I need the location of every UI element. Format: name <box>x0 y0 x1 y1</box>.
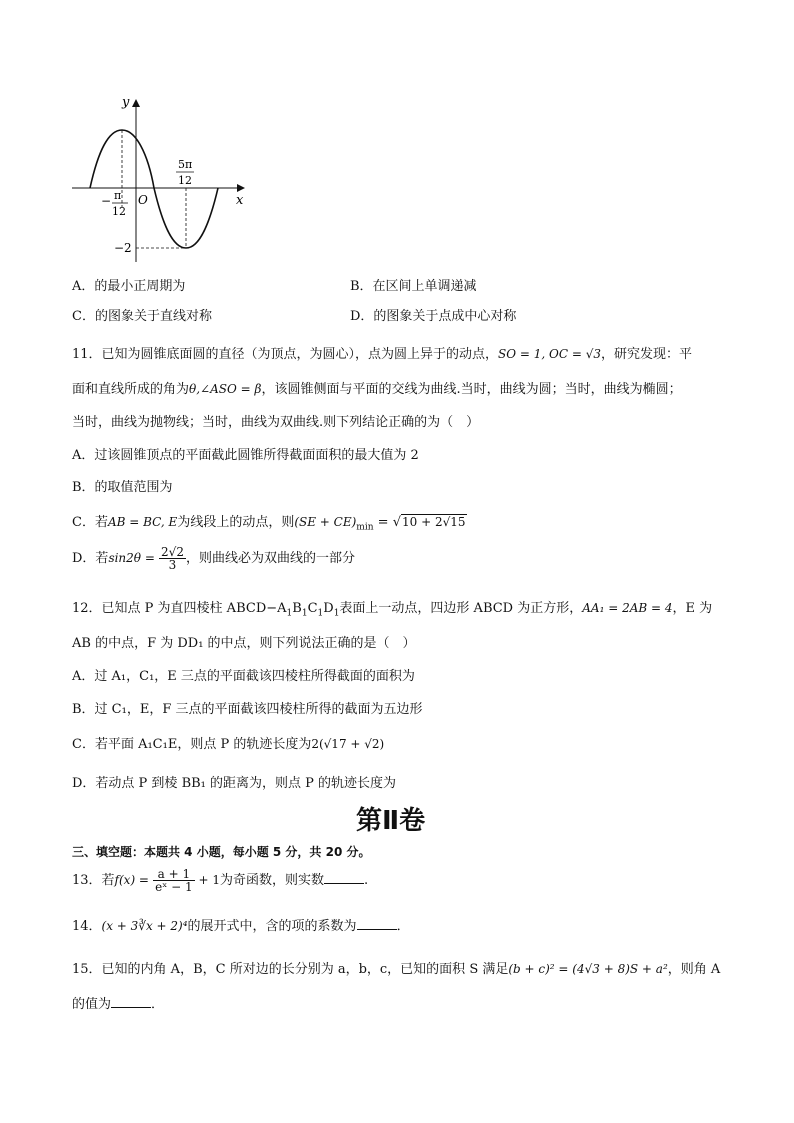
x-axis-label: x <box>236 193 244 208</box>
q11-option-d: D．若sin2θ = $\frac{2√2}{3}$ ，则曲线必为双曲线的一部分 <box>72 545 355 572</box>
function-graph <box>68 92 250 268</box>
q11-option-b: B．的取值范围为 <box>72 480 173 495</box>
five-pi-num: 5π <box>178 158 193 171</box>
section-title: 第Ⅱ卷 <box>356 806 426 836</box>
q12-line2: AB 的中点，F 为 DD₁ 的中点，则下列说法正确的是（ ） <box>72 636 416 651</box>
q11-option-c: C．若AB = BC, E为线段上的动点，则$(SE + CE)_{min} = √10 + 2√15$ <box>72 515 466 533</box>
q13-answer-blank <box>324 871 364 884</box>
min-value-label: −2 <box>114 241 132 255</box>
neg-pi-num: π <box>114 189 122 202</box>
y-axis-label: y <box>122 95 130 110</box>
q10-option-c: C．的图象关于直线对称 <box>72 309 212 324</box>
sine-curve <box>90 130 218 248</box>
section-heading: 三、填空题：本题共 4 小题，每小题 5 分，共 20 分。 <box>72 845 371 859</box>
q15-answer-blank <box>111 995 151 1008</box>
q13: 13．若f(x) = $\frac{a + 1}{\text{eˣ − 1}}$ + 1为奇函数，则实数 . <box>72 867 369 894</box>
q10-option-d: D．的图象关于点成中心对称 <box>350 309 517 324</box>
q14-answer-blank <box>357 917 397 930</box>
q12-option-c: C．若平面 A₁C₁E，则点 P 的轨迹长度为2(√17 + √2) <box>72 737 385 752</box>
q10-option-b: B．在区间上单调递减 <box>350 279 477 294</box>
q12-option-b: B．过 C₁，E，F 三点的平面截该四棱柱所得的截面为五边形 <box>72 702 423 717</box>
q11-line2: 面和直线所成的角为θ,∠ASO = β，该圆锥侧面与平面的交线为曲线.当时，曲线为圆；当时，曲线为椭圆； <box>72 382 682 397</box>
origin-label: O <box>138 193 148 207</box>
q11-line3: 当时，曲线为抛物线；当时，曲线为双曲线.则下列结论正确的为（ ） <box>72 415 480 430</box>
q12-option-d: D．若动点 P 到棱 BB₁ 的距离为，则点 P 的轨迹长度为 <box>72 776 397 791</box>
q15-line2: 的值为 ． <box>72 997 165 1012</box>
q11-line1: 11．已知为圆锥底面圆的直径（为顶点，为圆心），点为圆上异于的动点，SO = 1, OC = √3，研究发现：平 <box>72 347 693 362</box>
q11-option-a: A．过该圆锥顶点的平面截此圆锥所得截面面积的最大值为 2 <box>72 448 419 463</box>
neg-pi-den: 12 <box>112 205 126 218</box>
neg-sign: − <box>101 194 112 208</box>
q12-option-a: A．过 A₁，C₁，E 三点的平面截该四棱柱所得截面的面积为 <box>72 669 415 684</box>
five-pi-den: 12 <box>178 174 192 187</box>
q15-line1: 15．已知的内角 A，B，C 所对边的长分别为 a，b，c，已知的面积 S 满足(b + c)² = (4√3 + 8)S + a²，则角 A <box>72 962 721 977</box>
q12-line1: 12．已知点 P 为直四棱柱 $ABCD-A_1B_1C_1D_1$表面上一动点，四边形 ABCD 为正方形，AA₁ = 2AB = 4，E 为 <box>72 601 713 619</box>
q10-option-a: A．的最小正周期为 <box>72 279 186 294</box>
q14: 14．(x + 3∛x + 2)⁴的展开式中，含的项的系数为 ． <box>72 919 410 934</box>
